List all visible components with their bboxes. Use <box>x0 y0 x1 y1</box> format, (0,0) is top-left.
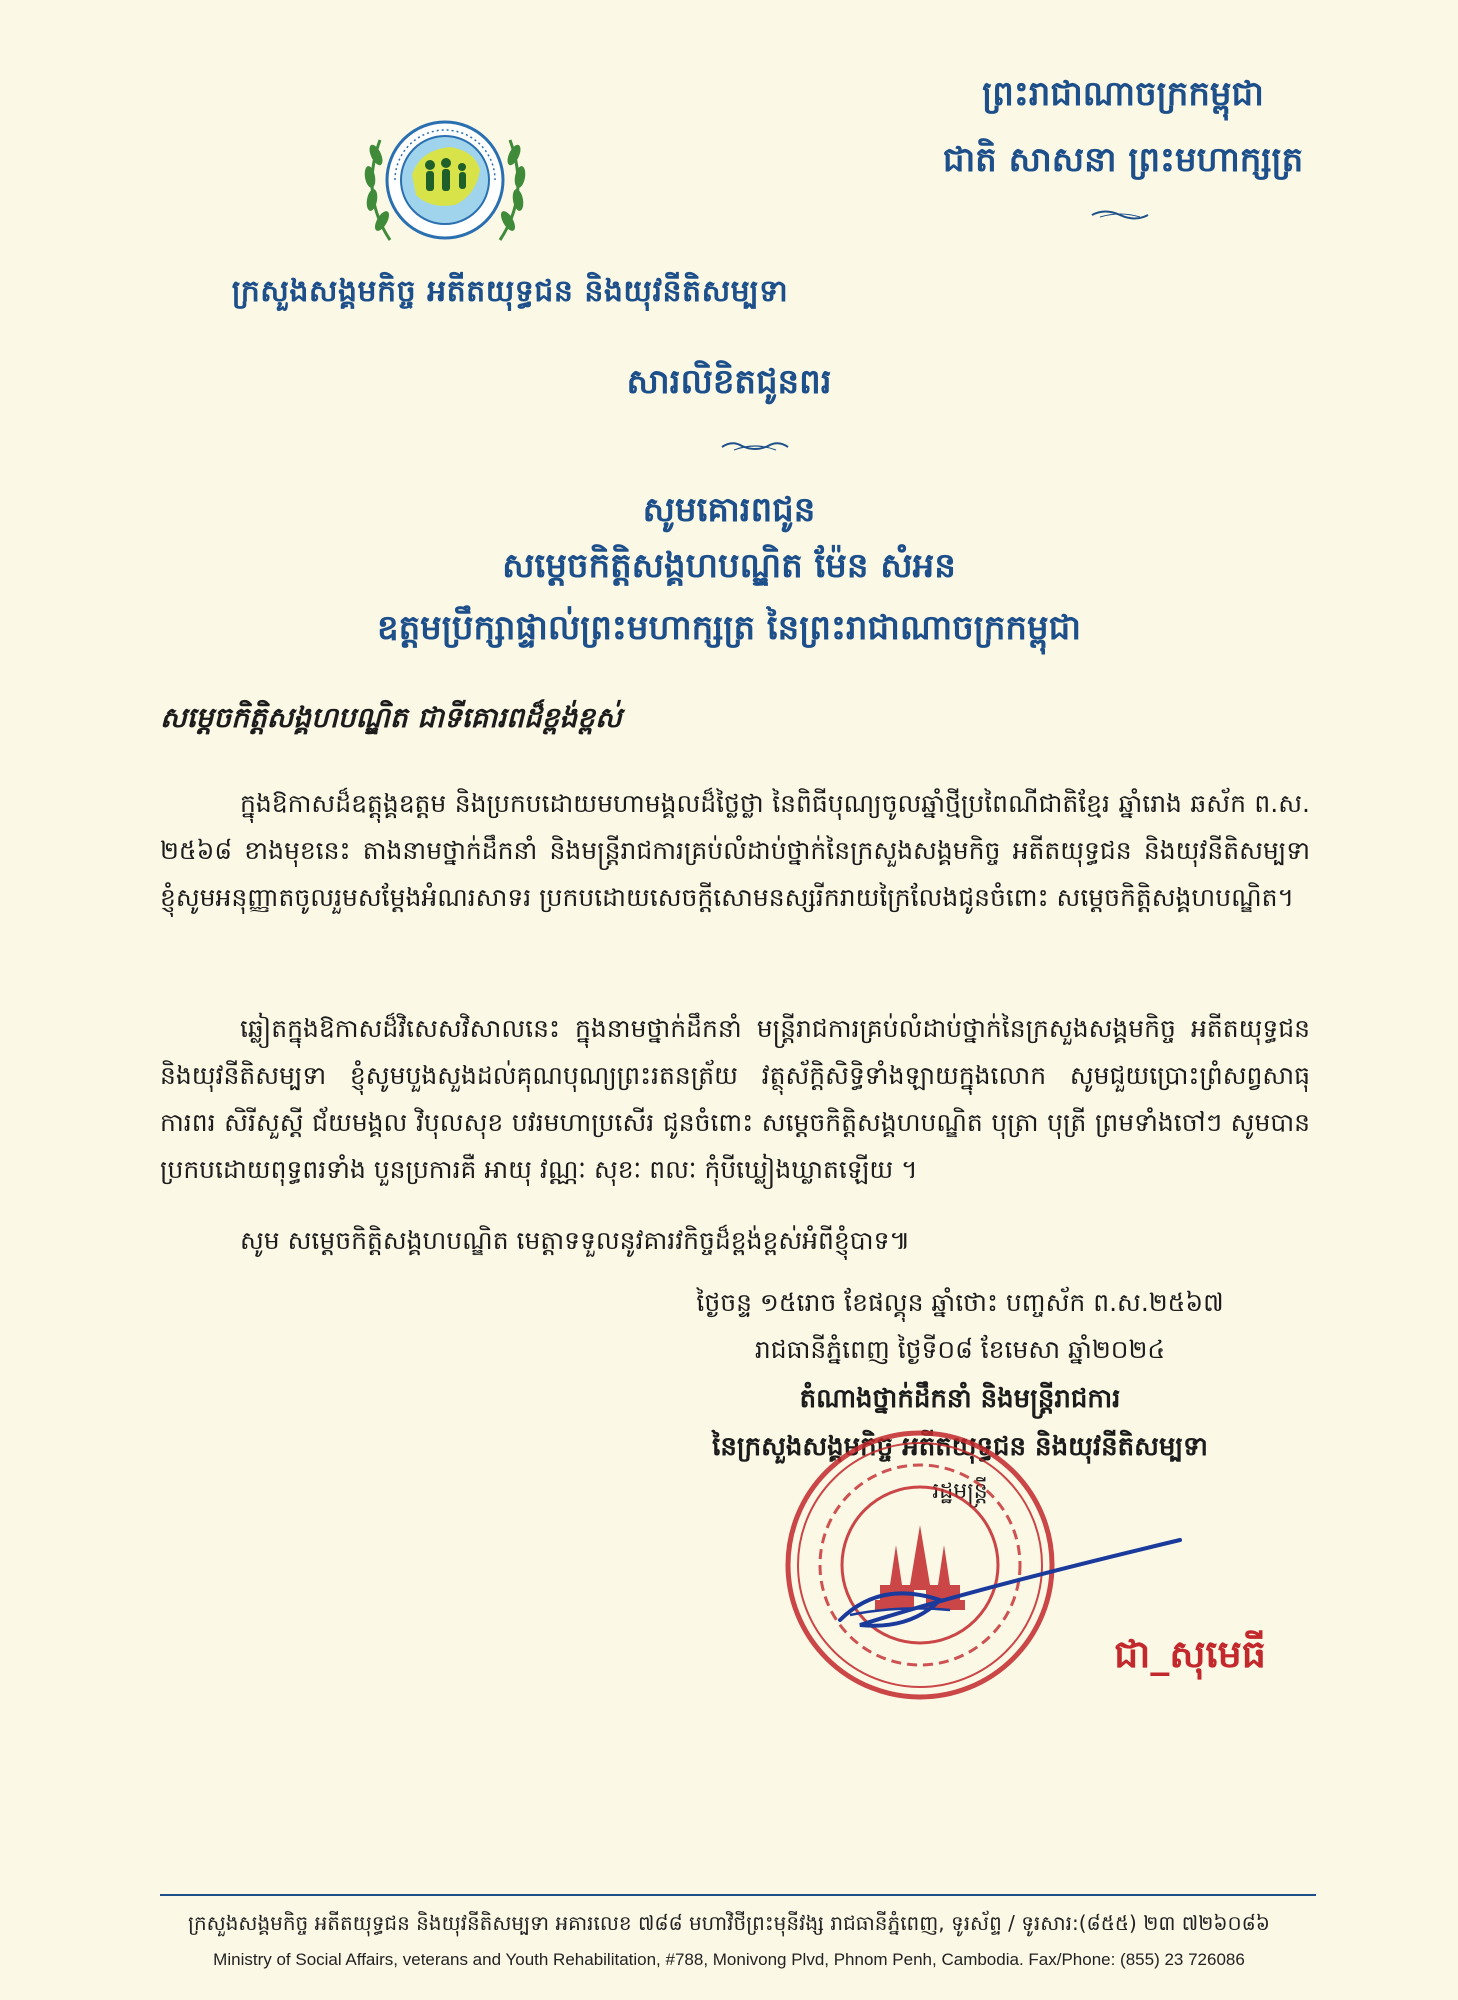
salutation: សម្តេចកិត្តិសង្គហបណ្ឌិត ជាទីគោរពដ៏ខ្ពង់ខ្ពស់ <box>160 701 622 734</box>
recipient-line: ឧត្តមប្រឹក្សាផ្ទាល់ព្រះមហាក្សត្រ នៃព្រះរាជាណាចក្រកម្ពុជា <box>377 608 1081 648</box>
body-paragraph: ក្នុងឱកាសដ៏ឧត្តុង្គឧត្តម និងប្រកបដោយមហាមង្គលដ៏ថ្លៃថ្លា នៃពិធីបុណ្យចូលឆ្នាំថ្មីប្រពៃណីជាតិខ្មែរ ឆ្នាំរោង ឆស័ក ព.ស. ២៥៦៨ ខាងមុខនេះ តាងនាមថ្នាក់ដឹកនាំ និងមន្ត្រីរាជការគ្រប់លំដាប់ថ្នាក់នៃក្រសួងសង្គមកិច្ច អតីតយុទ្ធជន និងយុវនីតិសម្បទា ខ្ញុំសូមអនុញ្ញាតចូលរួមសម្តែងអំណរសាទរ ប្រកបដោយសេចក្តីសោមនស្សរីករាយក្រៃលែងជូនចំពោះ សម្តេចកិត្តិសង្គហបណ្ឌិត។ <box>160 789 1310 912</box>
body-paragraph: សូម សម្តេចកិត្តិសង្គហបណ្ឌិត មេត្តាទទួលនូវគារវកិច្ចដ៏ខ្ពង់ខ្ពស់អំពីខ្ញុំបាទ៕ <box>240 1226 911 1255</box>
recipient-line: សូមគោរពជូន <box>642 490 816 530</box>
handwritten-signature <box>820 1520 1200 1640</box>
national-motto: ជាតិ សាសនា ព្រះមហាក្សត្រ <box>942 140 1304 180</box>
footer-address-english: Ministry of Social Affairs, veterans and Youth Rehabilitation, #788, Monivong Plvd, Phnom Penh, Cambodia. Fax/Phone: (855) 23 726086 <box>213 1950 1245 1969</box>
ornament-divider-icon <box>720 438 790 454</box>
footer-address-khmer: ក្រសួងសង្គមកិច្ច អតីតយុទ្ធជន និងយុវនីតិសម្បទា អគារលេខ ៧៨៨ មហាវិថីព្រះមុនីវង្ស រាជធានីភ្នំពេញ, ទូរស័ព្ទ / ទូរសារ:(៨៥៥) ២៣ ៧២៦០៨៦ <box>188 1911 1270 1935</box>
document-title: សារលិខិតជូនពរ <box>626 362 832 402</box>
signature-block-line: តំណាងថ្នាក់ដឹកនាំ និងមន្ត្រីរាជការ <box>799 1384 1121 1414</box>
footer-divider <box>160 1894 1316 1896</box>
solar-date: រាជធានីភ្នំពេញ ថ្ងៃទី០៨ ខែមេសា ឆ្នាំ២០២៤ <box>754 1335 1166 1364</box>
ministry-logo <box>350 105 540 255</box>
signer-title: រដ្ឋមន្ត្រី <box>932 1479 988 1504</box>
lunar-date: ថ្ងៃចន្ទ ១៥រោច ខែផល្គុន ឆ្នាំថោះ បញ្ចស័ក ព.ស.២៥៦៧ <box>696 1288 1224 1317</box>
ministry-name: ក្រសួងសង្គមកិច្ច អតីតយុទ្ធជន និងយុវនីតិសម្បទា <box>231 274 789 309</box>
signer-name: ជា_សុមេធី <box>1114 1632 1266 1676</box>
kingdom-name: ព្រះរាជាណាចក្រកម្ពុជា <box>982 74 1264 114</box>
ornament-divider-icon <box>1090 208 1150 222</box>
recipient-line: សម្តេចកិត្តិសង្គហបណ្ឌិត ម៉ែន សំអន <box>502 546 956 586</box>
signature-block-line: នៃក្រសួងសង្គមកិច្ច អតីតយុទ្ធជន និងយុវនីតិសម្បទា <box>712 1432 1208 1462</box>
body-paragraph: ឆ្លៀតក្នុងឱកាសដ៏វិសេសវិសាលនេះ ក្នុងនាមថ្នាក់ដឹកនាំ មន្ត្រីរាជការគ្រប់លំដាប់ថ្នាក់នៃក្រសួងសង្គមកិច្ច អតីតយុទ្ធជន និងយុវនីតិសម្បទា ខ្ញុំសូមបួងសួងដល់គុណបុណ្យព្រះរតនត្រ័យ វត្ថុស័ក្តិសិទ្ធិទាំងឡាយក្នុងលោក សូមជួយប្រោះព្រំសព្វសាធុការពរ សិរីសួស្តី ជ័យមង្គល វិបុលសុខ បវរមហាប្រសើរ ជូនចំពោះ សម្តេចកិត្តិសង្គហបណ្ឌិត បុត្រា បុត្រី ព្រមទាំងចៅៗ សូមបានប្រកបដោយពុទ្ធពរទាំង បួនប្រការគឺ អាយុ វណ្ណៈ សុខៈ ពលៈ កុំបីឃ្លៀងឃ្លាតឡើយ ។ <box>160 1014 1310 1184</box>
